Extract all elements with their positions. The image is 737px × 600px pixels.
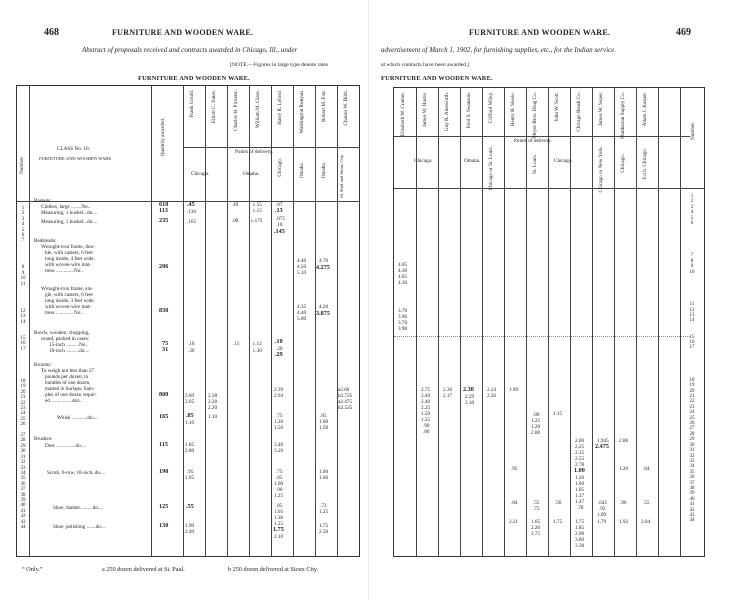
bid-value: 2.15 (575, 450, 585, 456)
bid-value: .20 (276, 346, 283, 352)
bid-value: 1.75 (553, 519, 563, 525)
bid-value: 4.30 (398, 280, 408, 286)
page-number: 469 (676, 27, 691, 38)
bid-value: 3.70 (398, 320, 408, 326)
bid-value: 1.00 (575, 481, 585, 487)
bidder-name: Elliott C. Jones. (211, 90, 217, 124)
quantity-value: 235 (159, 217, 169, 224)
bid-value: 3.00 (575, 537, 585, 543)
number-header: Number. (19, 156, 25, 175)
bid-value: .80 (423, 429, 430, 435)
bid-value: 2.25 (575, 444, 585, 450)
bid-value: 1.25 (421, 417, 431, 423)
item-label: with woven-wire mat- (45, 262, 92, 268)
line-numbers: 1 2 3 4 5 6 7 8 9 10 11 12 13 14 15 16 17 18 19 20 21 22 23 24 25 26 27 28 29 30 31 32 33 34 35 36 37 38 39 40 41 42 43 44 (20, 206, 26, 530)
item-label: Shoe, dauber..........do.... (53, 505, 104, 511)
rule (29, 86, 30, 556)
item-label: Wrought-iron frame, sin- (41, 286, 94, 292)
item-label: Brooms: (34, 362, 52, 368)
bidder-name: James W. Soper. (598, 92, 604, 127)
bid-value: 2.00 (575, 531, 585, 537)
item-label: Brushes: (34, 436, 53, 442)
place-label: Chicago or St. Louis. (488, 146, 494, 191)
bid-value: .96 (620, 500, 627, 506)
item-label: Shoe, polishing .......do.... (53, 524, 107, 530)
bidder-name: Manhattan Supply Co. (620, 92, 626, 139)
bid-value: a2.60 (338, 387, 350, 393)
bid-value: 4.30 (398, 268, 408, 274)
page-number: 468 (44, 27, 59, 38)
bid-value: 1.90 (185, 523, 195, 529)
rule (680, 88, 681, 556)
item-label: 18-inch ..........do.... (49, 348, 90, 354)
bid-value: 1.00 (574, 467, 585, 474)
left-page (0, 0, 368, 600)
bid-value: 2.00 (575, 438, 585, 444)
quantity-value: 115 (159, 441, 168, 448)
bid-value: c.175 (251, 218, 263, 224)
bid-value: 2.78 (575, 462, 585, 468)
rule (337, 86, 338, 556)
bid-value: .13 (275, 207, 283, 214)
place-label: St. Louis. (532, 154, 538, 175)
bid-value: 2.00 (531, 430, 541, 436)
bid-value: .75 (276, 413, 283, 419)
bid-value: .84 (511, 500, 518, 506)
rule (293, 86, 294, 556)
quantity-value: 206 (159, 263, 169, 270)
bid-value: 2.75 (531, 531, 541, 537)
bid-value: 2.50 (319, 529, 329, 535)
rule (592, 88, 593, 556)
bid-value: 4.05 (398, 262, 408, 268)
bid-value: 2.475 (595, 443, 609, 450)
bid-value: 2.94 (274, 393, 284, 399)
bid-value: 2.88 (619, 438, 629, 444)
bid-value: .80 (533, 412, 540, 418)
item-label: Dust ...............do.... (45, 443, 86, 449)
bid-value: .15 (233, 341, 240, 347)
bid-value: 1.85 (575, 525, 585, 531)
bid-value: 1.65 (531, 519, 541, 525)
bid-value: 1.10 (208, 414, 218, 420)
class-title: CLASS No. 10. (57, 146, 90, 152)
item-label: Scrub, 6-row, 10-inch..do.... (47, 470, 106, 476)
bid-value: 1.05 (274, 509, 284, 515)
bid-value: 4.275 (316, 264, 330, 271)
bid-value: 1.50 (421, 411, 431, 417)
bid-value: 2.29 (465, 394, 475, 400)
item-label: Wrought-iron frame, dou- (41, 244, 95, 250)
rule (151, 86, 152, 556)
bid-value: b2.725 (338, 393, 353, 399)
bid-value: 5.10 (297, 270, 307, 276)
bid-value: 4.20 (319, 304, 329, 310)
bid-value: 5.00 (297, 316, 307, 322)
bidder-name: Meyer Bros. Drug Co. (532, 92, 538, 139)
item-label: ble, with casters, 6 feet (45, 250, 93, 256)
rule (482, 88, 483, 556)
item-label: round, packed in cases: (41, 336, 90, 342)
place-label: Chicago. (554, 158, 573, 164)
bid-value: .10 (188, 341, 195, 347)
bidder-name: Washington Runyan. (299, 90, 305, 134)
item-label: pounds per dozen, in (45, 374, 89, 380)
bid-value: 1.20 (619, 466, 629, 472)
bidder-name: Harry R. Lyford. (277, 90, 283, 125)
bid-value: .90 (276, 487, 283, 493)
bid-value: 2.55 (575, 456, 585, 462)
bid-value: 2.60 (185, 393, 195, 399)
bid-value: 4.70 (319, 258, 329, 264)
bid-value: 3.90 (398, 326, 408, 332)
bid-value: .130 (187, 209, 197, 215)
rule (249, 86, 250, 556)
place-label: Omaha. (321, 162, 327, 179)
place-label: St. Paul and Sioux City. (339, 154, 344, 198)
item-label: Measuring, 1 bushel...do.... (41, 210, 98, 216)
bid-value: c.15 (253, 208, 262, 214)
rule (636, 88, 637, 556)
bid-value: 2.10 (274, 534, 284, 540)
bid-value: 2.40 (421, 399, 431, 405)
abstract-title: Abstract of proposals received and contracts awarded in Chicago, Ill., under (82, 46, 298, 54)
bidder-name: Frank Gould. (189, 90, 195, 118)
bid-value: 4.35 (297, 304, 307, 310)
bid-value: 2.25 (421, 405, 431, 411)
bid-value: 1.25 (274, 493, 284, 499)
bid-value: 1.00 (274, 481, 284, 487)
item-label: with woven-wire mat- (45, 304, 92, 310)
number-header: Number. (690, 122, 696, 141)
bid-value: 1.75 (319, 523, 329, 529)
bid-value: .73 (320, 503, 327, 509)
bid-value: 1.50 (319, 425, 329, 431)
section-title: FURNITURE AND WOODEN WARE. (381, 75, 493, 82)
bidder-name: Adam J. Kasper. (642, 92, 648, 127)
bid-value: 4.50 (297, 264, 307, 270)
bid-value: .10 (276, 222, 283, 228)
bid-table (393, 87, 705, 557)
bid-value: .10 (275, 338, 283, 345)
bid-value: 1.00 (319, 469, 329, 475)
bidder-name: Elisabeth W. Cramer. (400, 92, 406, 137)
note-text: [NOTE.—Figures in large type denote rates (230, 62, 329, 68)
line-numbers: 1 2 3 4 5 6 7 8 9 10 11 12 13 14 15 16 17 18 19 20 21 22 23 24 25 26 27 28 29 30 31 32 33 34 35 36 37 38 39 40 41 42 43 44 (689, 194, 695, 524)
bid-value: 1.85 (185, 442, 195, 448)
bid-value: .55 (186, 503, 194, 510)
bid-value: 2.30 (463, 386, 474, 393)
bid-value: .95 (187, 469, 194, 475)
bid-value: 1.20 (531, 424, 541, 430)
bid-value: .29 (275, 351, 283, 358)
rule (438, 88, 439, 556)
bid-value: .50 (555, 500, 562, 506)
bid-value: c.12 (253, 341, 262, 347)
footnote: a 250 dozen delivered at St. Paul. (102, 566, 185, 573)
bid-value: 4.05 (398, 274, 408, 280)
bid-value: .78 (577, 505, 584, 511)
bid-value: 3.40 (274, 442, 284, 448)
class-subtitle: FURNITURE AND WOODEN WARE. (39, 156, 113, 161)
bid-value: 1.945 (597, 438, 609, 444)
bid-value: .92 (599, 506, 606, 512)
points-of-delivery: Points of delivery. (235, 149, 273, 155)
bidder-name: Clifford Wiley. (488, 92, 494, 124)
bid-value: .165 (187, 219, 197, 225)
bid-value: 1.09 (597, 512, 607, 518)
rule (658, 88, 659, 556)
quantity-value: 130 (159, 522, 169, 529)
bid-value: 2.65 (185, 399, 195, 405)
item-label: Bedsteads: (34, 238, 57, 244)
item-label: To weigh not less than 27 (41, 368, 95, 374)
bid-value: 2.17 (443, 393, 453, 399)
bid-value: 3.38 (575, 543, 585, 549)
item-label: Measuring, 1 bushel...do.... (41, 219, 98, 225)
footnote: “ Only.” (22, 566, 43, 573)
bid-value: 2.80 (185, 448, 195, 454)
item-label: Whisk ............do.... (57, 415, 98, 421)
bid-value: .645 (598, 500, 608, 506)
bid-value: 1.47 (575, 499, 585, 505)
bid-value: 1.75 (575, 519, 585, 525)
bid-value: 1.25 (531, 418, 541, 424)
bid-value: c.30 (253, 348, 262, 354)
rule (460, 88, 461, 556)
bid-value: 1.30 (274, 515, 284, 521)
bidder-name: William M. Glass. (255, 90, 261, 129)
bid-value: .07 (276, 202, 283, 208)
quantity-value: 165 (159, 413, 169, 420)
bid-value: .55 (643, 500, 650, 506)
place-label: F.o.b. Chicago. (642, 148, 648, 180)
bid-value: 1.05 (575, 487, 585, 493)
bid-value: 1.25 (319, 509, 329, 515)
bid-value: 3.70 (398, 308, 408, 314)
rule (271, 86, 272, 556)
item-label: ples of one dozen requir- (45, 392, 97, 398)
bidder-name: Charles W. Bibb. (343, 90, 349, 126)
bidder-name: Charles H. Pickens. (233, 90, 239, 131)
rule (504, 88, 505, 556)
bid-value: 1.10 (185, 420, 195, 426)
rule (227, 86, 228, 556)
bid-value: 2.24 (487, 387, 497, 393)
bid-value: 4.40 (297, 310, 307, 316)
rule (548, 88, 549, 556)
place-label: Chicago. (277, 158, 283, 177)
bid-value: c.55 (253, 202, 262, 208)
bid-value: .30 (188, 348, 195, 354)
quantity-header: Quantity awarded. (160, 118, 166, 157)
bid-value: 2.20 (531, 525, 541, 531)
bid-value: 1.37 (575, 493, 585, 499)
abstract-title: advertisement of March 1, 1902, for furnishing supplies, etc., for the Indian service. (381, 46, 616, 54)
bidder-name: James W. Harris. (422, 92, 428, 128)
quantity-value: 125 (159, 503, 169, 510)
item-label: long inside, 3 feet wide, (45, 298, 95, 304)
bid-value: .75 (533, 506, 540, 512)
bid-value: 1.25 (274, 521, 284, 527)
bid-value: .90 (423, 423, 430, 429)
bid-value: 2.20 (208, 405, 218, 411)
item-label: Baskets: (34, 198, 52, 204)
footnote: b 250 dozen delivered at Sioux City. (228, 566, 319, 573)
place-label: Omaha. (464, 158, 481, 164)
bid-value: 1.79 (597, 519, 607, 525)
bid-value: .75 (276, 469, 283, 475)
bid-value: 1.92 (619, 519, 629, 525)
quantity-value: 113 (159, 207, 168, 214)
item-label: tress ..............No.. (45, 268, 83, 274)
item-label: tress ..............No.. (45, 310, 83, 316)
quantity-value: 800 (159, 391, 169, 398)
bid-value: 1.60 (319, 475, 329, 481)
quantity-value: 75 (162, 340, 169, 347)
quantity-value: 830 (159, 307, 169, 314)
bid-value: 2.39 (274, 387, 284, 393)
place-label: Chicago. (414, 158, 433, 164)
quantity-value: 31 (162, 346, 169, 353)
bid-value: 3.20 (274, 448, 284, 454)
item-label: gle, with casters, 6 feet (45, 292, 93, 298)
bid-value: 2.04 (641, 519, 651, 525)
bid-value: 2.40 (185, 529, 195, 535)
bid-value: .85 (276, 503, 283, 509)
note-text: at which contracts have been awarded.] (381, 62, 470, 68)
bid-value: .85 (320, 413, 327, 419)
bid-value: .55 (533, 500, 540, 506)
item-label: matted in burlaps. Sam- (45, 386, 95, 392)
bid-table (16, 85, 360, 557)
place-label: Chicago. (620, 154, 626, 173)
bid-value: 2.38 (208, 393, 218, 399)
section-title: FURNITURE AND WOODEN WARE. (138, 75, 250, 82)
bidder-name: Robert M. Fair. (321, 90, 327, 122)
bidder-name: Guy R. Ainsworth. (444, 92, 450, 132)
bid-value: 2.26 (487, 393, 497, 399)
bid-value: 2.75 (421, 387, 431, 393)
rule (183, 86, 184, 556)
bid-value: .84 (643, 466, 650, 472)
right-page (369, 0, 737, 600)
bidder-name: Henry B. Steele. (510, 92, 516, 127)
bid-value: 3.90 (398, 314, 408, 320)
item-label: bundles of one dozen, (45, 380, 91, 386)
place-label: Omaha. (299, 162, 305, 179)
bid-value: 4.40 (297, 258, 307, 264)
bid-value: 2.40 (421, 393, 431, 399)
bid-value: .075 (276, 216, 286, 222)
bid-value: b2.525 (338, 405, 353, 411)
bid-value: 3.875 (316, 310, 330, 317)
item-label: Bowls, wooden, chopping, (34, 330, 90, 336)
quantity-value: 190 (159, 468, 169, 475)
place-label: Chicago or New York. (598, 146, 604, 193)
bid-value: .45 (187, 201, 195, 208)
bidder-name: Chicago Brush Co. (576, 92, 582, 132)
bid-value: 1.20 (274, 419, 284, 425)
place-label: Chicago. (191, 171, 210, 177)
quantity-value: 610 (159, 201, 169, 208)
bid-value: 1.50 (274, 425, 284, 431)
bid-value: 1.00 (319, 419, 329, 425)
rule (205, 86, 206, 556)
running-head: FURNITURE AND WOODEN WARE. (469, 28, 611, 37)
running-head: FURNITURE AND WOODEN WARE. (112, 28, 254, 37)
bid-value: .85 (276, 475, 283, 481)
bidder-name: Fred S. Swanson. (466, 92, 472, 129)
rule (614, 88, 615, 556)
bid-value: .95 (511, 466, 518, 472)
bidder-name: John W. Scott. (554, 92, 560, 122)
bid-value: 1.15 (553, 411, 563, 417)
item-label: ed ................doz.. (45, 398, 83, 404)
bid-value: 1.99 (509, 387, 519, 393)
item-label: 15-inch ..........No.. (49, 342, 89, 348)
bid-value: 1.05 (185, 475, 195, 481)
bid-value: 1.75 (273, 526, 284, 533)
bid-value: .145 (274, 228, 285, 235)
bid-value: 49 (233, 202, 239, 208)
bid-value: .08 (232, 218, 239, 224)
item-label: long inside, 4 feet wide, (45, 256, 95, 262)
bid-value: a2.475 (338, 399, 352, 405)
bid-value: 2.30 (443, 387, 453, 393)
place-label: Omaha. (243, 171, 260, 177)
points-of-delivery: Points of delivery. (514, 138, 552, 144)
rule (526, 88, 527, 556)
bid-value: 2.28 (208, 399, 218, 405)
bid-value: 2.10 (465, 400, 475, 406)
bid-value: 1.20 (575, 475, 585, 481)
rule (315, 86, 316, 556)
bid-value: 2.21 (509, 519, 519, 525)
bid-value: .85 (186, 412, 194, 419)
item-label: Clothes, large ........No.. (41, 204, 91, 210)
